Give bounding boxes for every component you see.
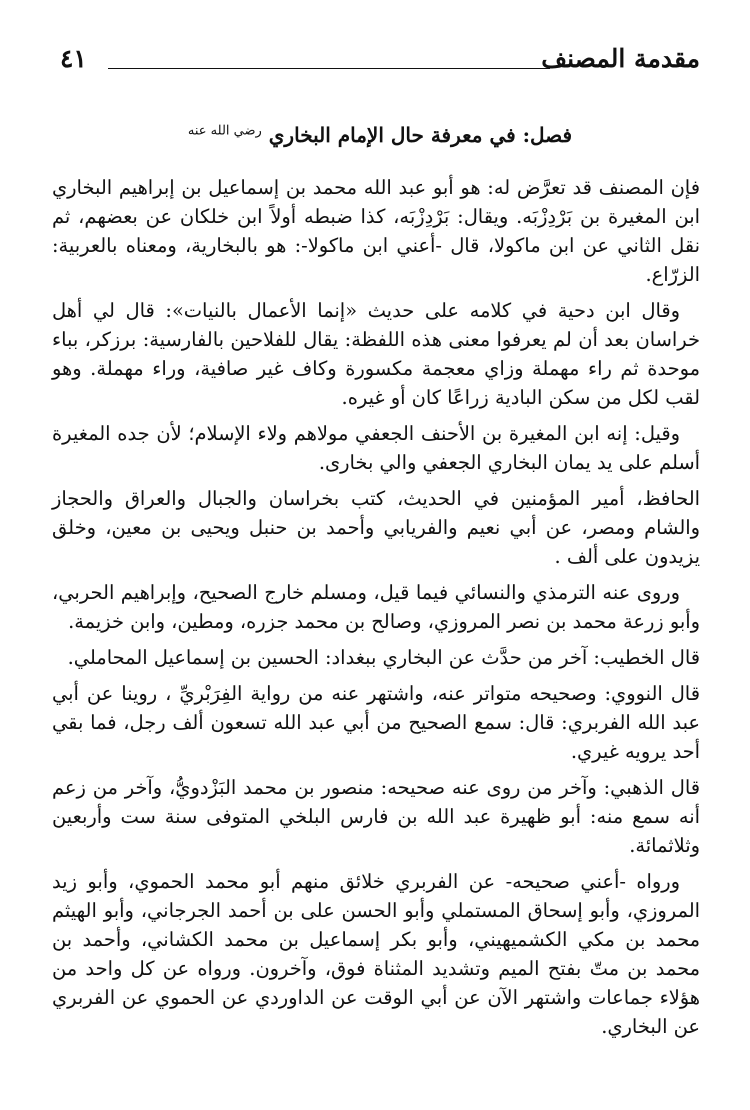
paragraph: الحافظ، أمير المؤمنين في الحديث، كتب بخراسان والجبال والعراق والحجاز والشام ومصر، عن أبي نعيم والفريابي وأحمد بن حنبل ويحيى بن معين، وخلق يزيدون على ألف . — [52, 487, 700, 568]
running-title: مقدمة المصنف — [541, 44, 700, 73]
paragraph: وقال ابن دحية في كلامه على حديث «إنما الأعمال بالنيات»: قال لي أهل خراسان بعد أن لم يعرفوا معنى هذه اللفظة: يقال للفلاحين بالفارسية: برزكر، بباء موحدة ثم راء مهملة وزاي معجمة مكسورة وكاف غير صافية، وراء مهملة. وهو لقب لكل من سكن البادية زراعًا كان أو غيره. — [52, 299, 700, 409]
paragraph: فإن المصنف قد تعرَّض له: هو أبو عبد الله محمد بن إسماعيل بن إبراهيم البخاري ابن المغيرة بن بَرْدِزْبَه. ويقال: بَرْدِزْبَه، كذا ضبطه أولاً ابن خلكان عن بعضهم، ثم نقل الثاني عن ابن ماكولا، قال -أعني ابن ماكولا-: هو بالبخارية، ومعناه بالعربية: الزرّاع. — [52, 176, 700, 286]
section-heading-text: فصل: في معرفة حال الإمام البخاري — [268, 123, 573, 147]
paragraph: وقيل: إنه ابن المغيرة بن الأحنف الجعفي مولاهم ولاء الإسلام؛ لأن جده المغيرة أسلم على يد يمان البخاري الجعفي والي بخارى. — [52, 422, 700, 474]
paragraph: قال الذهبي: وآخر من روى عنه صحيحه: منصور بن محمد البَزْدويُّ، وآخر من زعم أنه سمع منه: أبو ظهيرة عبد الله بن فارس البلخي المتوفى سنة ست وأربعين وثلاثمائة. — [52, 776, 700, 857]
section-heading — [60, 123, 700, 147]
paragraph: ورواه -أعني صحيحه- عن الفربري خلائق منهم أبو محمد الحموي، وأبو زيد المروزي، وأبو إسحاق المستملي وأبو الحسن على بن أحمد الجرجاني، وأبو الهيثم محمد بن مكي الكشميهيني، وأبو بكر إسماعيل بن محمد الكشاني، وأحمد بن محمد بن متّ بفتح الميم وتشديد المثناة فوق، وآخرون. ورواه عن كل واحد من هؤلاء جماعات واشتهر الآن عن أبي الوقت عن الداوردي عن الحموي عن الفربري عن البخاري. — [52, 870, 700, 1038]
body-text — [52, 173, 700, 1048]
page-number: ٤١ — [60, 44, 87, 73]
paragraph: قال النووي: وصحيحه متواتر عنه، واشتهر عنه من رواية الفِرَبْريِّ ، روينا عن أبي عبد الله الفربري: قال: سمع الصحيح من أبي عبد الله تسعون ألف رجل، فما بقي أحد يرويه غيري. — [52, 682, 700, 763]
honorific-glyph: رضي الله عنه — [187, 123, 262, 139]
page-header — [60, 44, 700, 84]
header-rule — [108, 68, 550, 69]
paragraph: وروى عنه الترمذي والنسائي فيما قيل، ومسلم خارج الصحيح، وإبراهيم الحربي، وأبو زرعة محمد بن نصر المروزي، وصالح بن محمد جزره، ومطين، وابن خزيمة. — [52, 581, 700, 633]
paragraph: قال الخطيب: آخر من حدَّث عن البخاري ببغداد: الحسين بن إسماعيل المحاملي. — [67, 646, 700, 669]
